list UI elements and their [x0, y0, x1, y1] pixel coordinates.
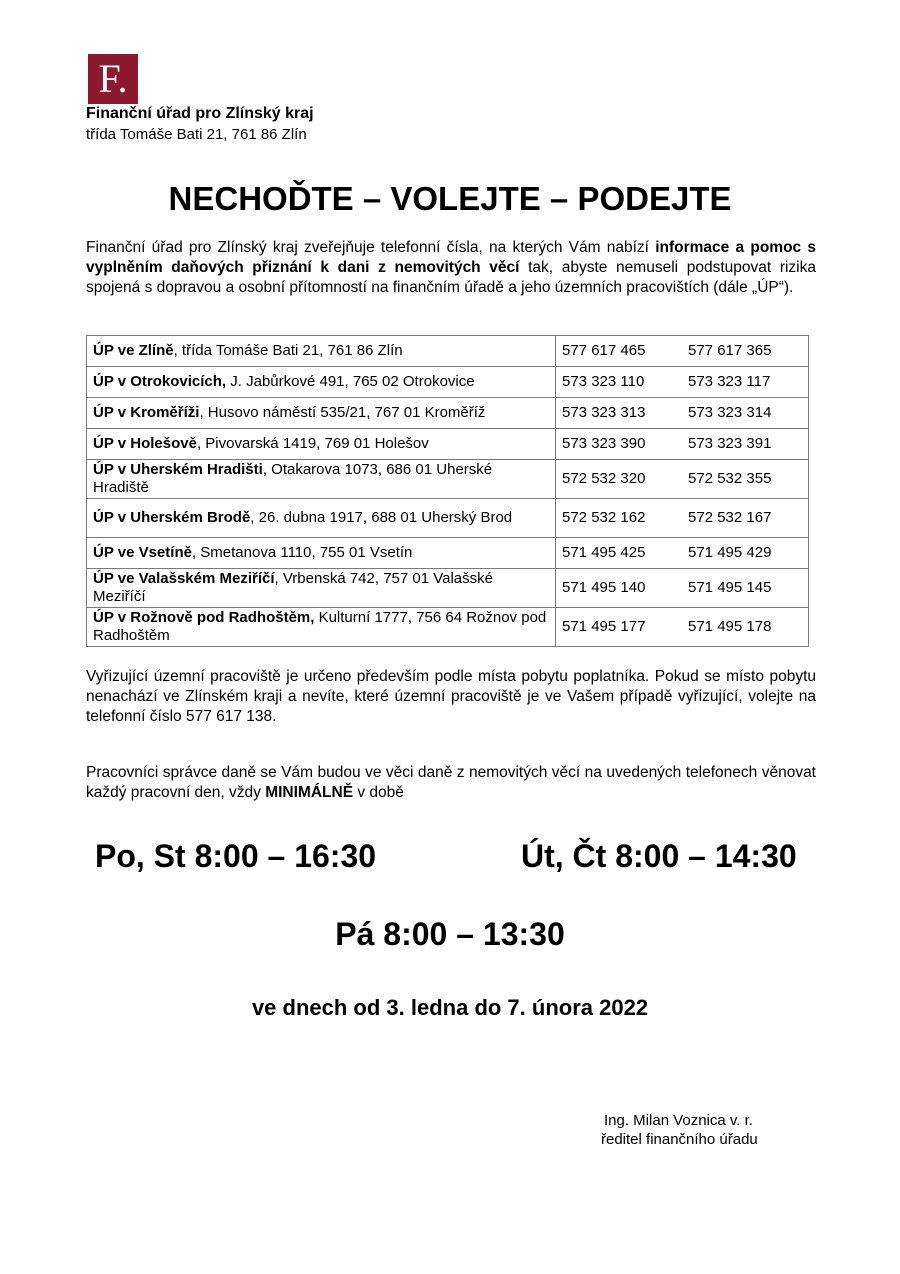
staff-text-2: v době: [353, 784, 404, 801]
table-row: [87, 398, 809, 429]
phone-number: 572 532 162: [556, 499, 683, 538]
hours-fri: Pá 8:00 – 13:30: [335, 916, 565, 952]
office-cell: [87, 538, 556, 569]
financni-urad-logo: F.: [88, 54, 138, 104]
office-address: , Smetanova 1110, 755 01 Vsetín: [191, 544, 413, 561]
phone-number: 572 532 167: [682, 499, 809, 538]
intro-paragraph: [86, 238, 816, 298]
phone-number: 571 495 177: [556, 608, 683, 647]
office-cell: [87, 569, 556, 608]
office-address: , Otakarova 1073, 686 01 Uherské Hradiště: [93, 461, 493, 496]
office-name: ÚP v Kroměříži: [93, 404, 200, 421]
signature-role: ředitel finančního úřadu: [601, 1131, 758, 1148]
office-cell: [87, 608, 556, 647]
office-cell: [87, 398, 556, 429]
note-paragraph: Vyřizující územní pracoviště je určeno především podle místa pobytu poplatníka. Pokud se místo pobytu nenachází ve Zlínském kraji a nevíte, které územní pracoviště je ve Vašem případě vyřizující, volejte na telefonní číslo 577 617 138.: [86, 668, 816, 725]
office-address: , 26. dubna 1917, 688 01 Uherský Brod: [250, 509, 513, 526]
office-cell: [87, 499, 556, 538]
intro-text-1: Finanční úřad pro Zlínský kraj zveřejňuje telefonní čísla, na kterých Vám nabízí: [86, 239, 656, 256]
office-name: ÚP v Rožnově pod Radhoštěm,: [93, 609, 315, 626]
intro-text-2: tak, abyste nemuseli podstupovat rizika spojená s dopravou a osobní přítomností na finančním úřadě a jeho územních pracovištích (dále „ÚP“).: [86, 259, 816, 296]
staff-text-bold: MINIMÁLNĚ: [265, 784, 354, 801]
office-cell: [87, 460, 556, 499]
office-name: ÚP v Uherském Hradišti: [93, 461, 263, 478]
staff-paragraph: [86, 763, 816, 803]
office-address: , Pivovarská 1419, 769 01 Holešov: [196, 435, 429, 452]
phone-number: 571 495 178: [682, 608, 809, 647]
office-address: J. Jabůrkové 491, 765 02 Otrokovice: [226, 373, 475, 390]
phone-number: 572 532 320: [556, 460, 683, 499]
office-cell: [87, 367, 556, 398]
offices-table: [86, 335, 809, 647]
phone-number: 572 532 355: [682, 460, 809, 499]
date-range: ve dnech od 3. ledna do 7. února 2022: [251, 995, 649, 1020]
phone-number: 577 617 365: [682, 336, 809, 367]
intro-text-bold: informace a pomoc s vyplněním daňových přiznání k dani z nemovitých věcí: [86, 239, 816, 276]
phone-number: 573 323 313: [556, 398, 683, 429]
office-name: ÚP v Uherském Brodě: [93, 509, 251, 526]
office-name: ÚP v Holešově: [93, 435, 197, 452]
table-row: [87, 499, 809, 538]
phone-number: 571 495 145: [682, 569, 809, 608]
office-cell: [87, 336, 556, 367]
office-name: ÚP v Otrokovicích,: [93, 373, 227, 390]
table-row: [87, 569, 809, 608]
phone-number: 571 495 429: [682, 538, 809, 569]
office-name: ÚP ve Zlíně: [93, 342, 174, 359]
table-row: [87, 429, 809, 460]
table-row: [87, 367, 809, 398]
table-row: [87, 608, 809, 647]
table-row: [87, 538, 809, 569]
office-address: , třída Tomáše Bati 21, 761 86 Zlín: [173, 342, 403, 359]
phone-number: 573 323 391: [682, 429, 809, 460]
org-address: třída Tomáše Bati 21, 761 86 Zlín: [86, 126, 307, 143]
office-address: , Vrbenská 742, 757 01 Valašské Meziříčí: [93, 570, 493, 605]
table-row: [87, 460, 809, 499]
phone-number: 573 323 117: [682, 367, 809, 398]
hours-mon-wed: Po, St 8:00 – 16:30: [95, 838, 377, 874]
office-address: , Husovo náměstí 535/21, 767 01 Kroměříž: [199, 404, 486, 421]
phone-number: 571 495 140: [556, 569, 683, 608]
office-name: ÚP ve Vsetíně: [93, 544, 192, 561]
phone-number: 573 323 110: [556, 367, 683, 398]
phone-number: 573 323 314: [682, 398, 809, 429]
signature-name: Ing. Milan Voznica v. r.: [604, 1112, 753, 1129]
phone-number: 571 495 425: [556, 538, 683, 569]
phone-number: 573 323 390: [556, 429, 683, 460]
table-row: [87, 336, 809, 367]
hours-tue-thu: Út, Čt 8:00 – 14:30: [521, 838, 797, 874]
phone-number: 577 617 465: [556, 336, 683, 367]
staff-text-1: Pracovníci správce daně se Vám budou ve věci daně z nemovitých věcí na uvedených telefonech věnovat každý pracovní den, vždy: [86, 764, 816, 801]
office-cell: [87, 429, 556, 460]
page-title: NECHOĎTE – VOLEJTE – PODEJTE: [168, 180, 732, 217]
office-address: Kulturní 1777, 756 64 Rožnov pod Radhoštěm: [93, 609, 547, 644]
office-name: ÚP ve Valašském Meziříčí: [93, 570, 275, 587]
org-name: Finanční úřad pro Zlínský kraj: [86, 105, 314, 122]
